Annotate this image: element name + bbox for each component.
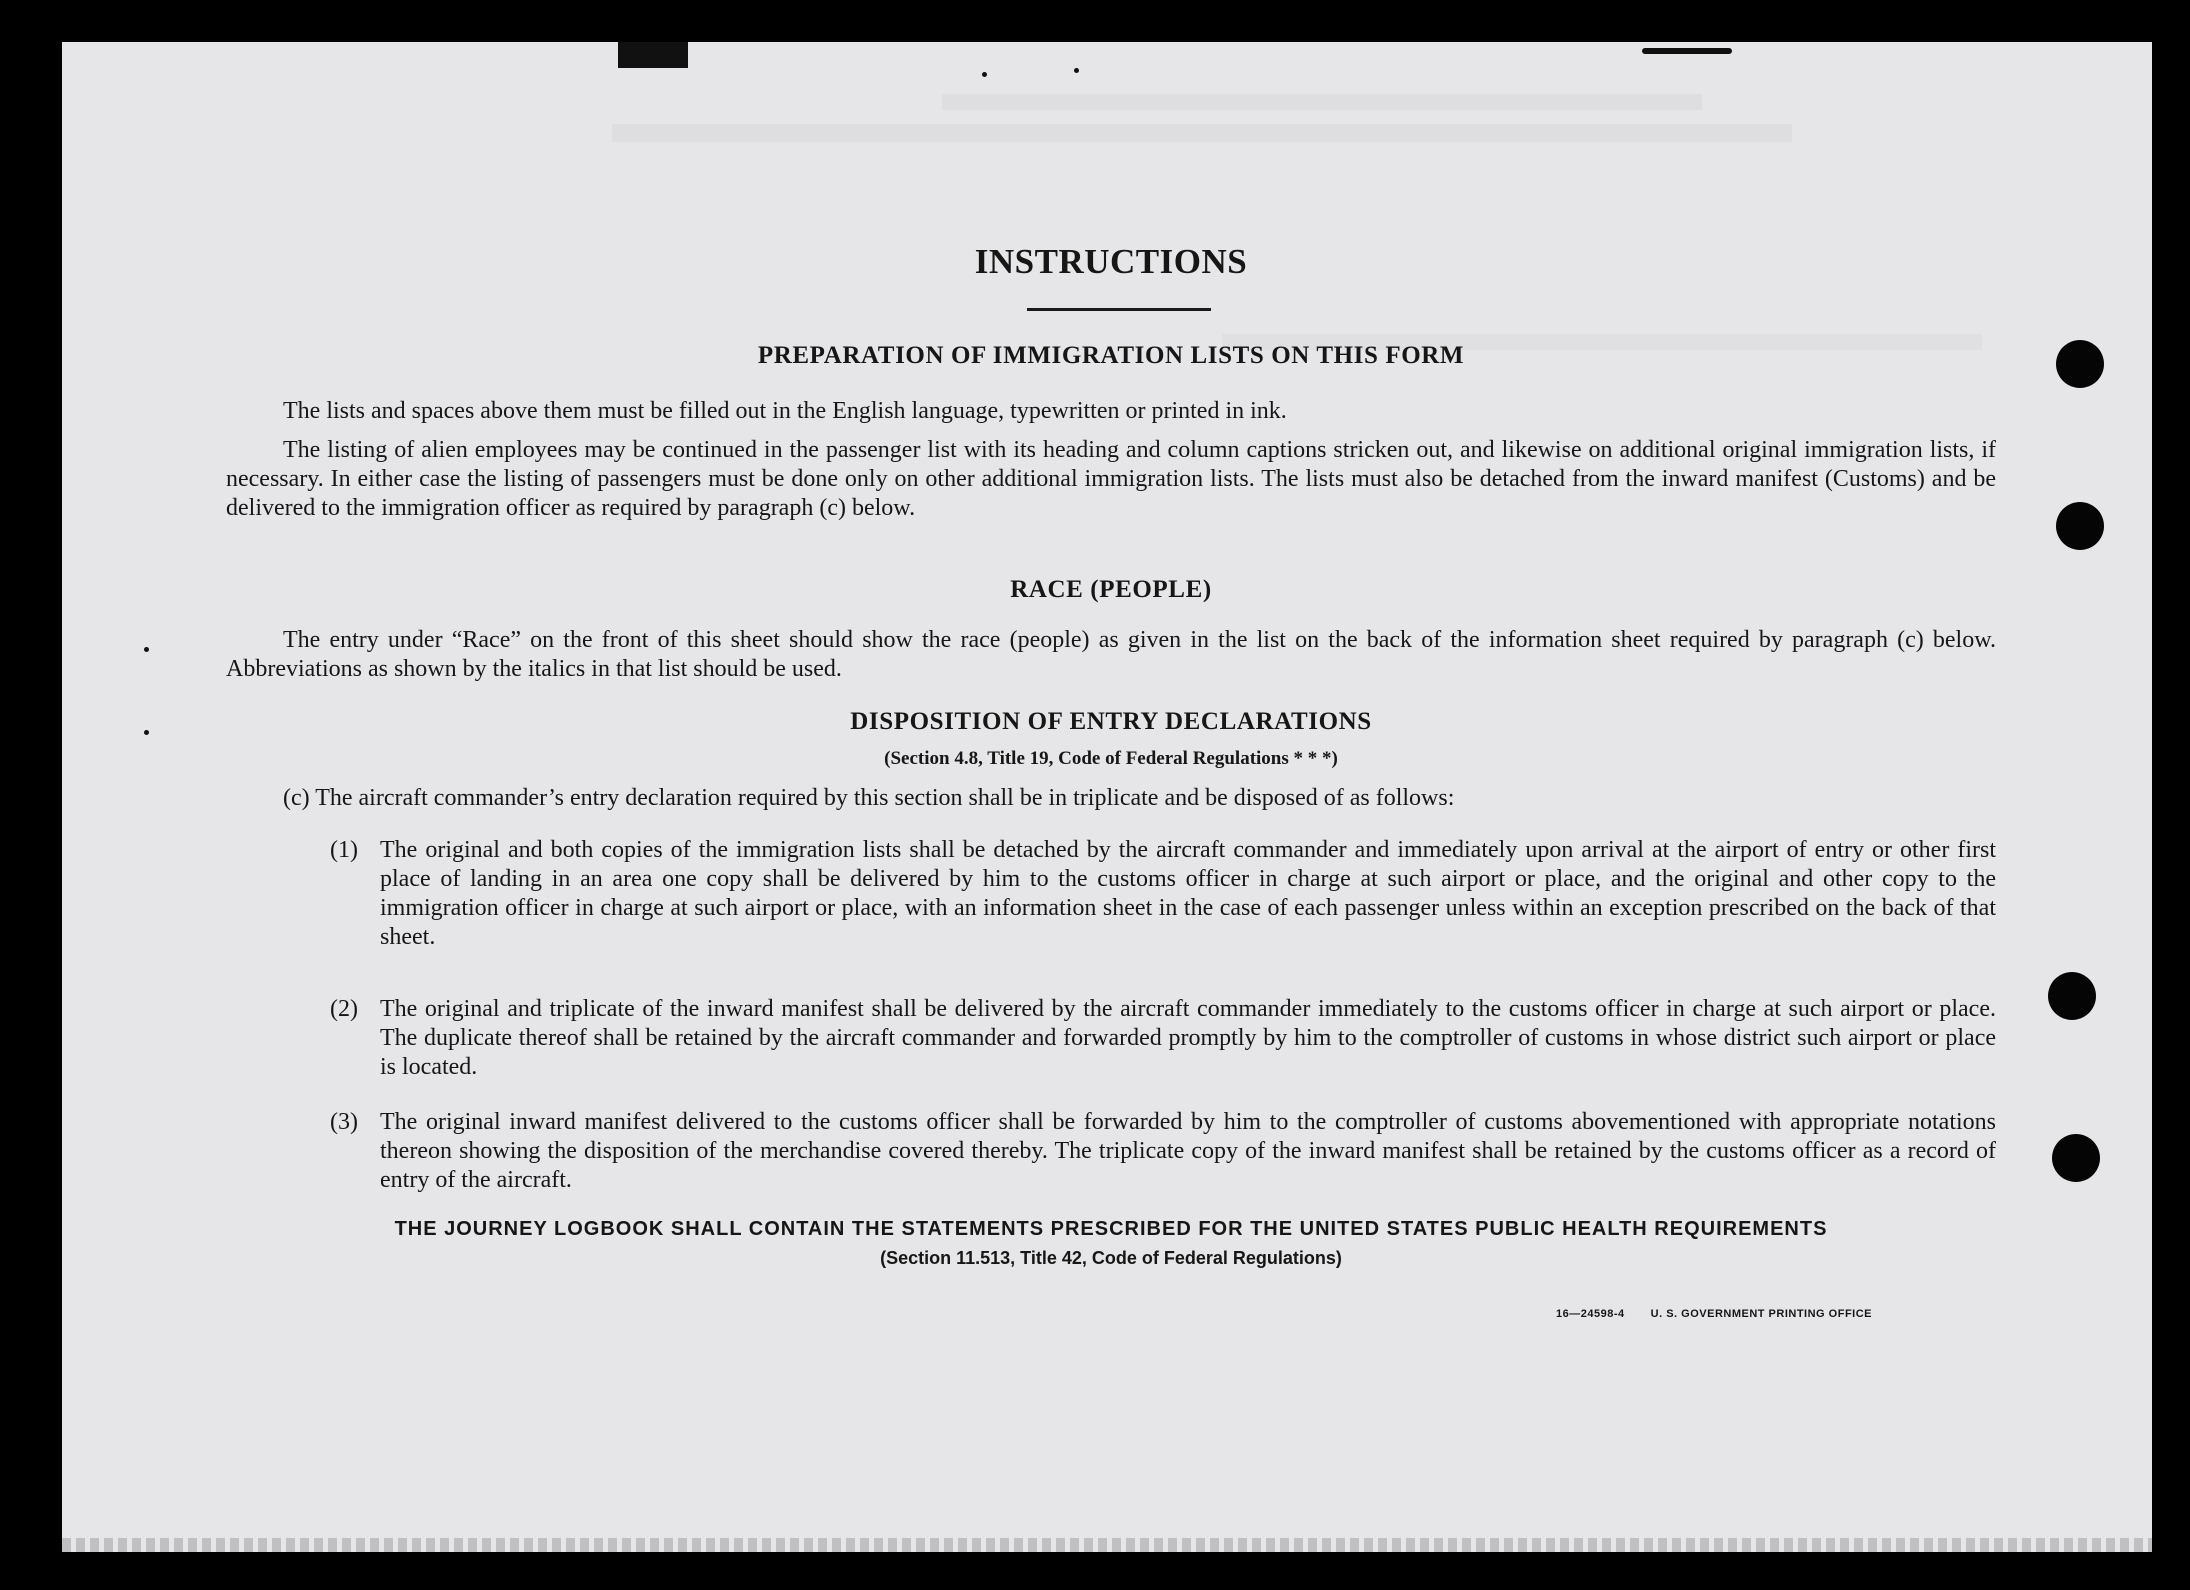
printer-imprint: [1556, 1308, 1872, 1320]
list-item-text: The original and triplicate of the inward manifest shall be delivered by the aircraft commander immediately to the customs officer in charge at such airport or place. The duplicate thereof shall be retained by the aircraft commander and forwarded promptly by him to the comptroller of customs in whose district such airport or place is located.: [380, 996, 1996, 1080]
scan-mark: [144, 730, 149, 735]
logbook-citation: (Section 11.513, Title 42, Code of Federal Regulations): [880, 1248, 1342, 1268]
disposition-intro: (c) The aircraft commander’s entry declaration required by this section shall be in triplicate and be disposed of as follows:: [283, 785, 1455, 811]
list-item: [330, 1108, 1996, 1196]
list-item-number: (1): [330, 837, 358, 863]
punch-hole: [2052, 1134, 2100, 1182]
punch-hole: [2048, 972, 2096, 1020]
printer-name: U. S. GOVERNMENT PRINTING OFFICE: [1650, 1308, 1872, 1320]
punch-hole: [2056, 340, 2104, 388]
list-item: [330, 836, 1996, 952]
list-item-number: (2): [330, 996, 358, 1022]
punch-hole: [2056, 502, 2104, 550]
paragraph-race: The entry under “Race” on the front of this sheet should show the race (people) as given in the list on the back of the information sheet required by paragraph (c) below. Abbreviations as shown by the italics in that list should be used.: [226, 627, 1996, 682]
page-title: INSTRUCTIONS: [974, 242, 1248, 281]
title-rule: [1027, 308, 1211, 311]
disposition-citation: (Section 4.8, Title 19, Code of Federal Regulations * * *): [884, 748, 1338, 769]
section-heading-disposition: DISPOSITION OF ENTRY DECLARATIONS: [850, 708, 1372, 735]
paragraph-preparation-2: The listing of alien employees may be continued in the passenger list with its heading and column captions stricken out, and likewise on additional original immigration lists, if necessary. In either case the listing of passengers must be done only on other additional immigration lists. The lists must also be detached from the inward manifest (Customs) and be delivered to the immigration officer as required by paragraph (c) below.: [226, 437, 1996, 521]
perforated-edge: [62, 1538, 2152, 1552]
list-item-number: (3): [330, 1109, 358, 1135]
section-heading-preparation: PREPARATION OF IMMIGRATION LISTS ON THIS FORM: [757, 342, 1465, 369]
list-item-text: The original and both copies of the immigration lists shall be detached by the aircraft commander and immediately upon arrival at the airport of entry or other first place of landing in an area one copy shall be delivered by him to the customs officer in charge at such airport or place, and the original and other copy to the immigration officer in charge at such airport or place, with an information sheet in the case of each passenger unless within an exception prescribed on the back of that sheet.: [380, 837, 1996, 950]
paragraph-preparation-1: The lists and spaces above them must be filled out in the English language, typewritten or printed in ink.: [283, 398, 1287, 424]
form-number: 16—24598-4: [1556, 1308, 1625, 1320]
document-page: [62, 42, 2152, 1552]
logbook-heading: THE JOURNEY LOGBOOK SHALL CONTAIN THE STATEMENTS PRESCRIBED FOR THE UNITED STATES PUBLIC HEALTH REQUIREMENTS: [394, 1218, 1828, 1240]
section-heading-race: RACE (PEOPLE): [1010, 576, 1212, 603]
list-item-text: The original inward manifest delivered to the customs officer shall be forwarded by him to the comptroller of customs abovementioned with appropriate notations thereon showing the disposition of the merchandise covered thereby. The triplicate copy of the inward manifest shall be retained by the customs officer as a record of entry of the aircraft.: [380, 1109, 1996, 1193]
list-item: [330, 995, 1996, 1083]
scan-mark: [144, 647, 149, 652]
